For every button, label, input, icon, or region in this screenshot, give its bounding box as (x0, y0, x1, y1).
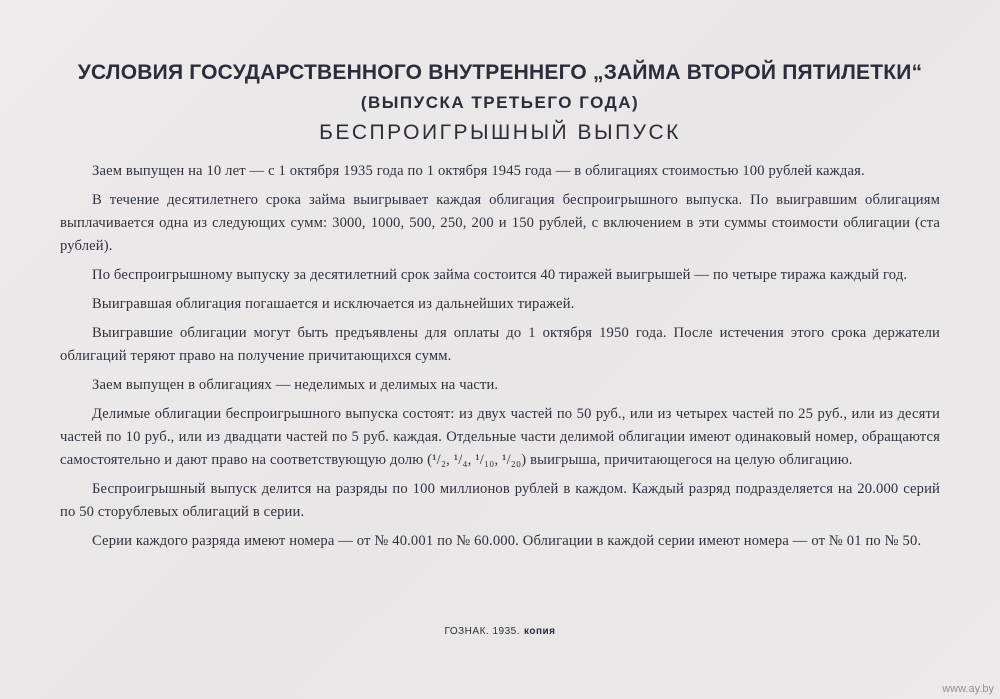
printer-imprint (0, 626, 1000, 637)
paragraph-bond-types: Заем выпущен в облигациях — неделимых и делимых на части. (92, 377, 499, 393)
imprint-text: ГОЗНАК. 1935. (444, 626, 520, 637)
paragraph-divisible-bonds: Делимые облигации беспроигрышного выпуска состоят: из двух частей по 50 руб., или из четырех частей по 25 руб., или из десяти частей по 10 руб., или из двадцати частей по 5 руб. каждая. Отдельные части делимой облигации имеют одинаковый номер, обращаются самостоятельно и дают право на соответствующую долю (¹/₂, ¹/₄, ¹/₁₀, ¹/₂₀) выигрыша, причитающегося на целую облигацию. (60, 406, 940, 468)
paragraph-categories: Беспроигрышный выпуск делится на разряды по 100 миллионов рублей в каждом. Каждый разряд подразделяется на 20.000 серий по 50 сторублевых облигаций в серии. (60, 481, 940, 520)
document-content (60, 58, 940, 559)
paragraph-redemption: Выигравшая облигация погашается и исключается из дальнейших тиражей. (92, 296, 575, 312)
document-title: УСЛОВИЯ ГОСУДАРСТВЕННОГО ВНУТРЕННЕГО „ЗАЙМА ВТОРОЙ ПЯТИЛЕТКИ“ (77, 61, 923, 84)
paragraph-series-numbers: Серии каждого разряда имеют номера — от № 40.001 по № 60.000. Облигации в каждой серии имеют номера — от № 01 по № 50. (92, 533, 922, 549)
paragraph-payment-deadline: Выигравшие облигации могут быть предъявлены для оплаты до 1 октября 1950 года. После истечения этого срока держатели облигаций теряют право на получение причитающихся сумм. (60, 325, 940, 364)
paragraph-draws: По беспроигрышному выпуску за десятилетний срок займа состоится 40 тиражей выигрышей — по четыре тиража каждый год. (92, 267, 908, 283)
paragraph-winnings: В течение десятилетнего срока займа выигрывает каждая облигация беспроигрышного выпуска. По выигравшим облигациям выплачивается одна из следующих сумм: 3000, 1000, 500, 250, 200 и 150 рублей, с включением в эти суммы стоимости облигации (ста рублей). (60, 192, 940, 254)
issue-type-heading: БЕСПРОИГРЫШНЫЙ ВЫПУСК (319, 121, 681, 144)
copy-mark: копия (523, 626, 556, 637)
document-subtitle: (ВЫПУСКА ТРЕТЬЕГО ГОДА) (360, 93, 640, 112)
paragraph-term: Заем выпущен на 10 лет — с 1 октября 1935 года по 1 октября 1945 года — в облигациях стоимостью 100 рублей каждая. (92, 163, 865, 179)
site-watermark: www.ay.by (942, 683, 994, 695)
